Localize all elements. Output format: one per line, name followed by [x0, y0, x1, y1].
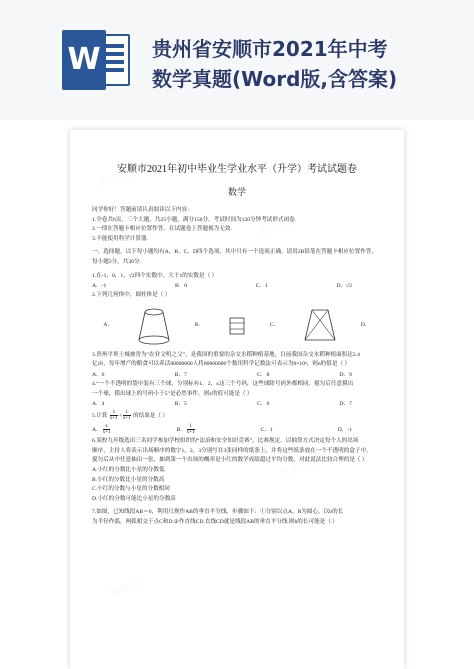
- option: A．: [103, 321, 114, 328]
- question-3-options: [92, 370, 382, 380]
- question-5: 5.计算 $\frac{x}{x+1}$ + $\frac{1}{x+1}$ 的结果是（ ）: [92, 410, 168, 422]
- question-3: 3.贵州平坝土城被誉为“农业文明之父”，是我国的重要的杂交水稻种植基地，目前我国杂交水稻种植面积达2.4: [92, 351, 360, 358]
- question-6: 搅匀后从中任意抽出一张，抽到第一个出场的概率是小红的数学成绩超过平均分数，对此说法比较合理的是（ ）: [92, 457, 368, 464]
- watermark: 熊猫办公: [279, 457, 318, 479]
- cylinder-figure: [227, 314, 247, 338]
- notes-line: 2.一律在答题卡相应位置作答，在试题卷上答题视为无效.: [92, 226, 232, 233]
- notes-line: 同学你好！答题前请认真阅读以下内容：: [92, 207, 193, 213]
- word-icon: W: [62, 30, 134, 90]
- watermark: 熊猫办公: [99, 167, 138, 189]
- section-heading: 一、选择题。以下每小题均有A、B、C、D四个选项，其中只有一个选项正确，请用2B铅笔在答题卡相应位置作答，每小题3分，共30分.: [92, 249, 377, 265]
- option: A．-1: [92, 283, 107, 290]
- question-2-figures: [92, 303, 382, 349]
- option: C．6: [257, 401, 270, 408]
- option: D．: [360, 321, 371, 328]
- option: D．√2: [336, 283, 352, 290]
- question-1-options: [92, 281, 382, 291]
- document-page: [70, 130, 404, 669]
- option: C．1: [255, 283, 268, 290]
- option: B． $\frac{1}{x+1}$: [176, 424, 195, 436]
- fraction: $\frac{1}{x+1}$: [122, 410, 131, 422]
- question-6-option: D.小红的分数可能比小星的分数高: [92, 495, 176, 502]
- question-4: 4.“一个不透明的袋中装有三个球，分别标有1，2，x这三个号码，这些球除号码外都相同，搅匀后任意摸出: [92, 380, 354, 387]
- notes-line: 3.不能使用科学计算器.: [92, 235, 148, 242]
- option: C．1: [260, 427, 273, 434]
- question-4: 一个球，摸出球上的号码小于5”是必然事件，则x的值可能是（ ）: [92, 390, 253, 397]
- option: B．7: [174, 371, 187, 378]
- notes-line: 1.全卷共6页，三个大题，共25小题，满分150分，考试时间为120分钟考试形式闭卷.: [92, 216, 297, 223]
- watermark: 熊猫办公: [129, 377, 168, 399]
- frustum-figure: [136, 306, 172, 346]
- option: A．4: [92, 401, 105, 408]
- option: A．6: [92, 371, 105, 378]
- option: D．9: [339, 371, 352, 378]
- question-6-option: B.小红的分数比小星的分数高: [92, 476, 165, 483]
- header-banner: [0, 0, 474, 120]
- question-6-option: C.小红的分数与小星的分数相同: [92, 486, 170, 493]
- document-title: 安顺市2021年初中毕业生学业水平（升学）考试试题卷: [117, 164, 357, 175]
- question-7: 7.如图，已知线段AB＝6，利用尺规作AB的垂直平分线，步骤如下：①分别以点A，B为圆心，以b的长: [92, 509, 344, 516]
- pyramid-figure: [302, 306, 338, 346]
- question-7: 为半径作弧，两弧相交于点C和D.②作直线CD.直线CD就是线段AB的垂直平分线.则b的长可能是（ ）: [92, 518, 338, 525]
- question-2: 2.下列几何体中，圆柱体是（ ）: [92, 292, 171, 299]
- question-1: 1.在-1，0，1，√2四个实数中，大于1的实数是（ ）: [92, 272, 218, 279]
- option: B．0: [174, 283, 188, 290]
- watermark: 熊猫办公: [109, 577, 148, 599]
- option: D．7: [339, 401, 352, 408]
- option: A． $\frac{x}{x+1}$: [92, 424, 111, 436]
- question-6: 6.某校九年级选出三名同学参加学校组织的“法治和安全知识竞赛”，比赛规定，以抽签方式决定每个人的出场: [92, 438, 359, 445]
- question-6: 顺序，主持人将表示出场顺序的数字1，2，3分别写在3张同样的纸条上，并将这些纸条放在一个不透明的盒子中，: [92, 447, 372, 454]
- fraction: $\frac{x}{x+1}$: [109, 410, 118, 422]
- option: C．8: [257, 371, 270, 378]
- option: B．: [194, 321, 205, 328]
- option: B．5: [174, 401, 187, 408]
- page-title: 贵州省安顺市2021年中考 数学真题(Word版,含答案): [152, 37, 398, 91]
- question-4-options: [92, 399, 382, 409]
- option: C．: [269, 321, 280, 328]
- option: D．-1: [337, 427, 352, 434]
- question-5-options: [92, 423, 382, 437]
- question-3: 亿亩，每年增产的粮食可以养活80000000人将80000000个数用科学记数法可表示为8×10ⁿ，则n的值是（ ）: [92, 361, 351, 368]
- watermark: 熊猫办公: [259, 217, 298, 239]
- question-6-option: A.小红的分数比小星的分数低: [92, 466, 165, 473]
- document-subject: 数学: [227, 187, 246, 197]
